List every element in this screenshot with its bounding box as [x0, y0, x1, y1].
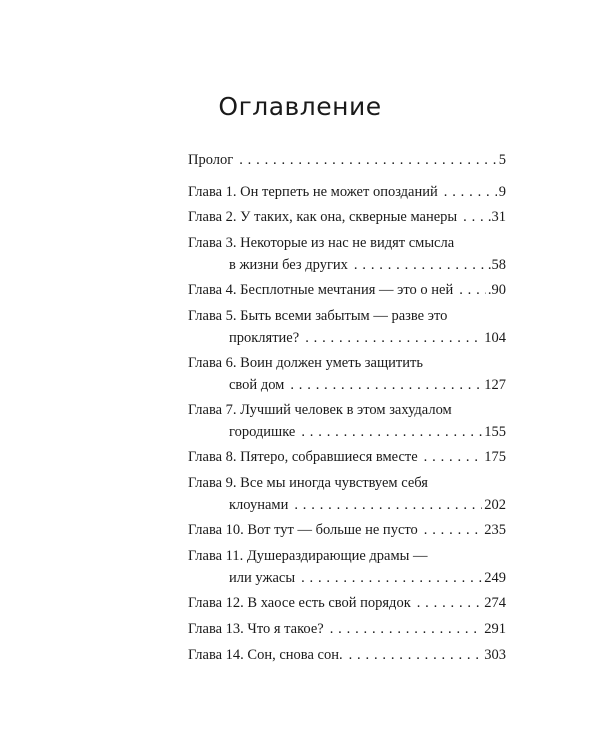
toc-entry-title-cont: свой дом: [229, 377, 285, 393]
toc-entry-title: Пролог: [188, 152, 234, 168]
dot-leader: [348, 254, 486, 276]
toc-entry-chapter-3-cont: [229, 254, 506, 276]
toc-entry-page: .58: [487, 257, 506, 273]
toc-entry-chapter-3: [188, 232, 506, 254]
toc-entry-chapter-4: [188, 279, 506, 301]
dot-leader: [438, 181, 497, 203]
dot-leader: [453, 279, 486, 301]
toc-entry-page: 5: [498, 152, 506, 168]
toc-entry-page: 202: [484, 497, 506, 513]
toc-entry-page: 155: [484, 424, 506, 440]
dot-leader: [284, 374, 482, 396]
toc-entry-page: 303: [484, 647, 506, 663]
toc-entry-chapter-2: [188, 206, 506, 228]
toc-entry-title-cont: или ужасы: [229, 570, 296, 586]
toc-entry-title: Глава 13. Что я такое?: [188, 621, 324, 637]
toc-entry-chapter-7-cont: [229, 421, 506, 443]
dot-leader: [233, 149, 497, 171]
toc-entry-title-cont: в жизни без других: [229, 257, 348, 273]
toc-entry-page: 249: [484, 570, 506, 586]
toc-entry-title: Глава 2. У таких, как она, скверные манеры: [188, 209, 458, 225]
toc-entry-chapter-10: [188, 519, 506, 541]
toc-entry-title-cont: клоунами: [229, 497, 289, 513]
toc-entry-chapter-8: [188, 446, 506, 468]
toc-entry-title: Глава 4. Бесплотные мечтания — это о ней: [188, 282, 454, 298]
dot-leader: [411, 592, 483, 614]
toc-entry-title: Глава 5. Быть всеми забытым — разве это: [188, 308, 448, 324]
dot-leader: [288, 494, 482, 516]
toc-entry-title: Глава 9. Все мы иногда чувствуем себя: [188, 475, 428, 491]
toc-entry-chapter-1: [188, 181, 506, 203]
dot-leader: [418, 446, 483, 468]
toc-entry-page: 235: [484, 522, 506, 538]
toc-entry-title: Глава 3. Некоторые из нас не видят смысла: [188, 235, 455, 251]
toc-entry-title: Глава 1. Он терпеть не может опозданий: [188, 184, 438, 200]
dot-leader: [299, 327, 482, 349]
toc-entry-chapter-13: [188, 618, 506, 640]
toc-entry-title: Глава 14. Сон, снова сон.: [188, 647, 343, 663]
dot-leader: [295, 421, 482, 443]
toc-entry-title: Глава 6. Воин должен уметь защитить: [188, 355, 423, 371]
toc-entry-title: Глава 11. Душераздирающие драмы —: [188, 548, 428, 564]
toc-entry-prologue: [188, 149, 506, 171]
toc-entry-title-cont: городишке: [229, 424, 296, 440]
toc-entry-chapter-11: [188, 545, 506, 567]
dot-leader: [295, 567, 482, 589]
dot-leader: [324, 618, 483, 640]
toc-entry-chapter-7: [188, 399, 506, 421]
dot-leader: [418, 519, 482, 541]
toc-entry-chapter-12: [188, 592, 506, 614]
toc-entry-chapter-11-cont: [229, 567, 506, 589]
dot-leader: [343, 644, 483, 666]
toc-entry-chapter-5: [188, 305, 506, 327]
toc-entry-page: .31: [487, 209, 506, 225]
toc-entry-chapter-5-cont: [229, 327, 506, 349]
toc-entry-page: 274: [484, 595, 506, 611]
toc-entry-title: Глава 10. Вот тут — больше не пусто: [188, 522, 418, 538]
toc-entry-chapter-6: [188, 352, 506, 374]
toc-entry-chapter-6-cont: [229, 374, 506, 396]
toc-entry-chapter-9: [188, 472, 506, 494]
toc-entry-page: 175: [484, 449, 506, 465]
toc-entry-page: 291: [484, 621, 506, 637]
dot-leader: [457, 206, 486, 228]
toc-entry-chapter-9-cont: [229, 494, 506, 516]
toc-entry-title: Глава 7. Лучший человек в этом захудалом: [188, 402, 452, 418]
toc-entry-page: .90: [487, 282, 506, 298]
toc-entry-title: Глава 12. В хаосе есть свой порядок: [188, 595, 411, 611]
toc-entry-page: 9: [498, 184, 506, 200]
toc-entry-page: 127: [484, 377, 506, 393]
toc-entry-title: Глава 8. Пятеро, собравшиеся вместе: [188, 449, 418, 465]
toc-entry-page: 104: [484, 330, 506, 346]
page-title: Оглавление: [218, 92, 382, 121]
toc-entry-title-cont: проклятие?: [229, 330, 300, 346]
toc-entry-chapter-14: [188, 644, 506, 666]
